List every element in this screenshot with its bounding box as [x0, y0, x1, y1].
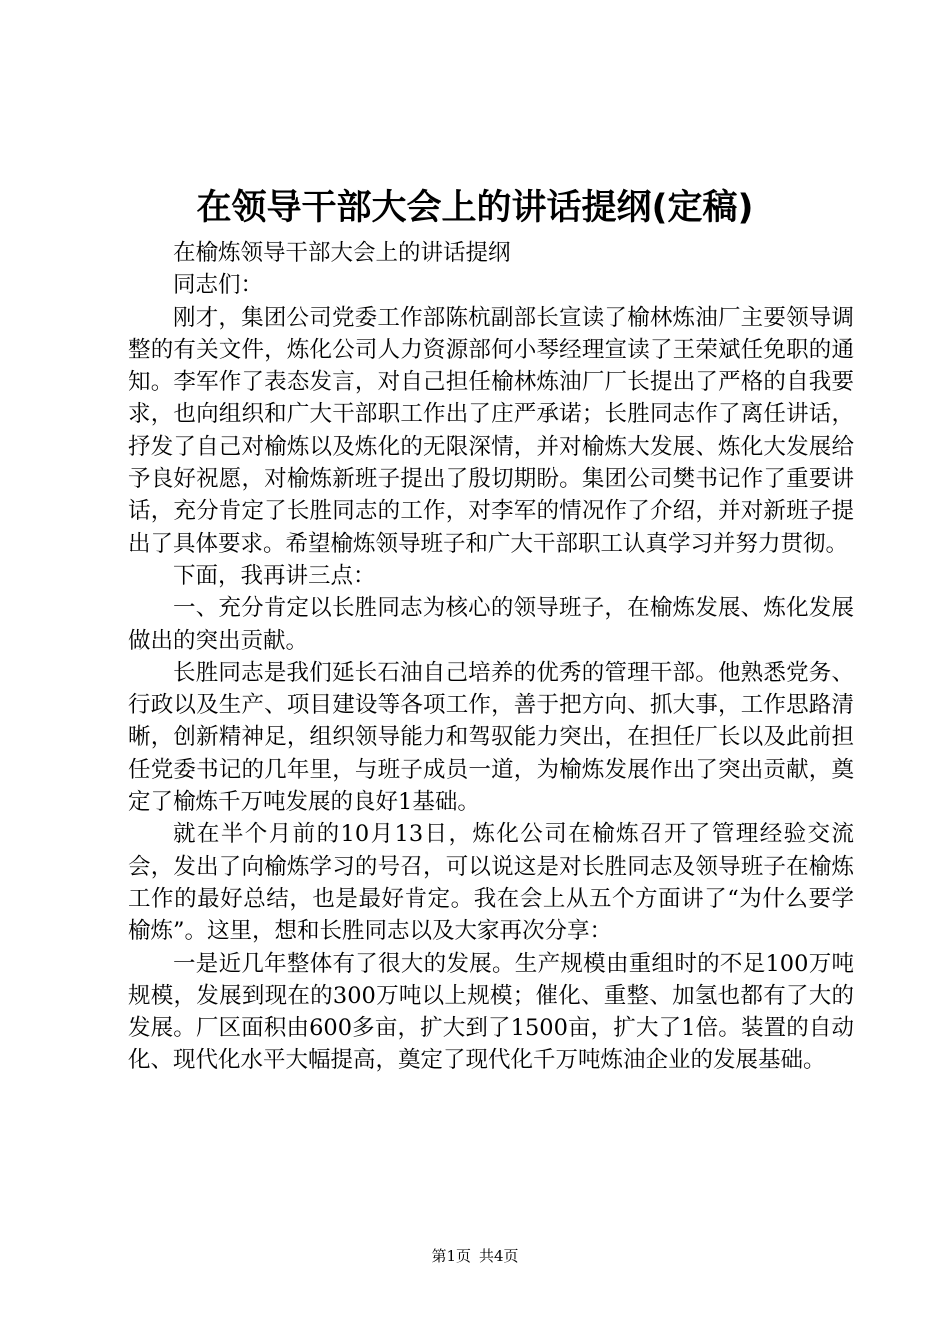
body-paragraph: 就在半个月前的10月13日，炼化公司在榆炼召开了管理经验交流会，发出了向榆炼学习的号召，可以说这是对长胜同志及领导班子在榆炼工作的最好总结，也是最好肯定。我在会上从五个方面讲了“为什么要学榆炼”。这里，想和长胜同志以及大家再次分享：: [128, 821, 854, 945]
page-footer: [0, 1246, 950, 1266]
document-title: 在领导干部大会上的讲话提纲(定稿): [196, 188, 754, 228]
body-paragraph: 一是近几年整体有了很大的发展。生产规模由重组时的不足100万吨规模，发展到现在的300万吨以上规模；催化、重整、加氢也都有了大的发展。厂区面积由600多亩，扩大到了1500亩，扩大了1倍。装置的自动化、现代化水平大幅提高，奠定了现代化千万吨炼油企业的发展基础。: [128, 950, 854, 1074]
body-paragraph: 下面，我再讲三点：: [173, 562, 376, 589]
body-paragraph: 长胜同志是我们延长石油自己培养的优秀的管理干部。他熟悉党务、行政以及生产、项目建设等各项工作，善于把方向、抓大事，工作思路清晰，创新精神足，组织领导能力和驾驭能力突出，在担任厂长以及此前担任党委书记的几年里，与班子成员一道，为榆炼发展作出了突出贡献，奠定了榆炼千万吨发展的良好1基础。: [128, 659, 854, 816]
salutation-paragraph: 同志们：: [173, 272, 264, 299]
section-heading-paragraph: 一、充分肯定以长胜同志为核心的领导班子，在榆炼发展、炼化发展做出的突出贡献。: [128, 595, 854, 654]
body-paragraph: 刚才，集团公司党委工作部陈杭副部长宣读了榆林炼油厂主要领导调整的有关文件，炼化公司人力资源部何小琴经理宣读了王荣斌任免职的通知。李军作了表态发言，对自己担任榆林炼油厂厂长提出了严格的自我要求，也向组织和广大干部职工作出了庄严承诺；长胜同志作了离任讲话，抒发了自己对榆炼以及炼化的无限深情，并对榆炼大发展、炼化大发展给予良好祝愿，对榆炼新班子提出了殷切期盼。集团公司樊书记作了重要讲话，充分肯定了长胜同志的工作，对李军的情况作了介绍，并对新班子提出了具体要求。希望榆炼领导班子和广大干部职工认真学习并努力贯彻。: [128, 304, 854, 557]
document-body: [128, 237, 854, 1077]
page-total: 共4页: [479, 1247, 519, 1265]
subtitle-paragraph: 在榆炼领导干部大会上的讲话提纲: [173, 240, 511, 266]
page-number: 第1页: [431, 1247, 471, 1265]
